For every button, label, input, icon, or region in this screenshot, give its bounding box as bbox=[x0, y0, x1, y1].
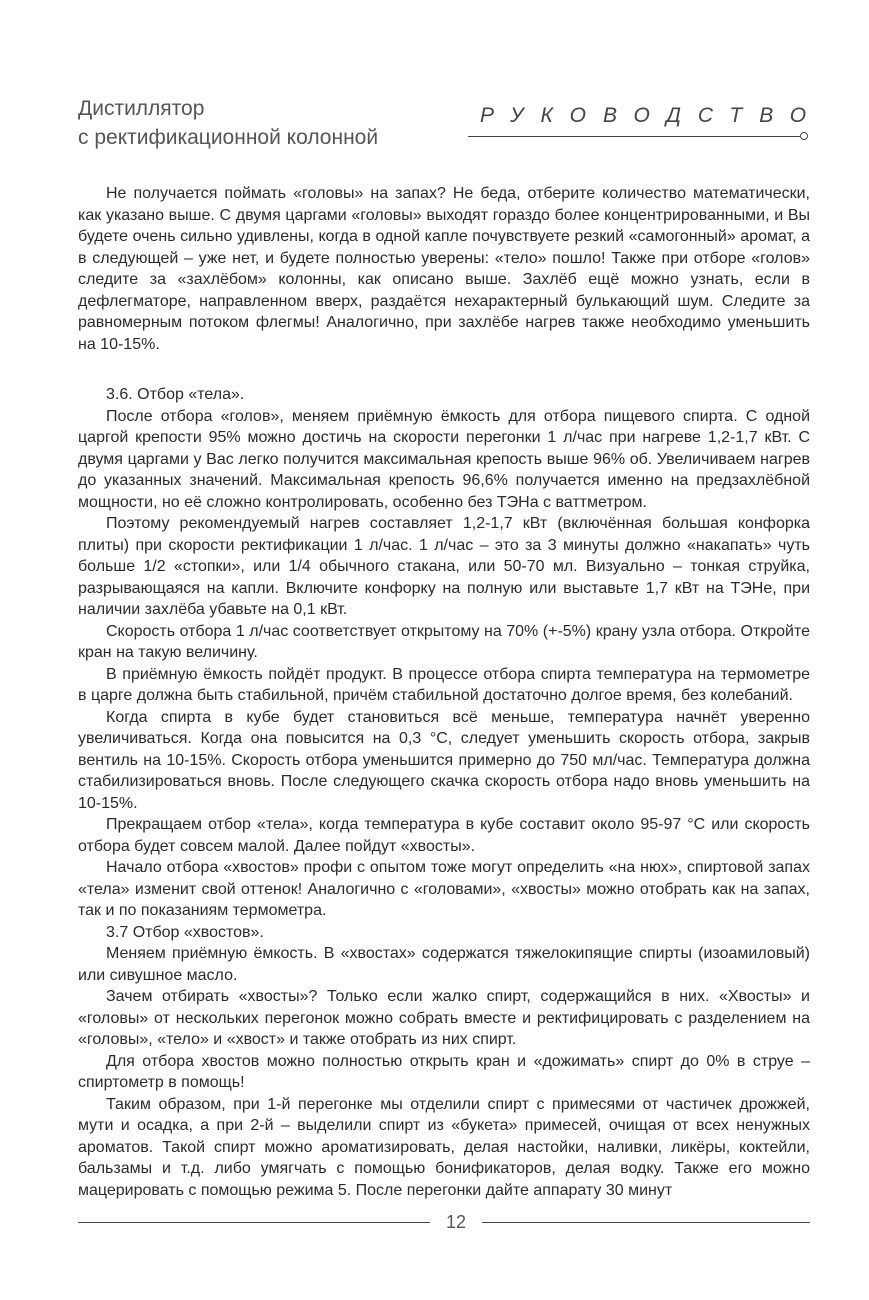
document-title bbox=[78, 94, 378, 152]
paragraph: Скорость отбора 1 л/час соответствует открытому на 70% (+-5%) крану узла отбора. Откройте кран на такую величину. bbox=[78, 622, 810, 661]
footer-rule-right bbox=[482, 1222, 810, 1223]
paragraph-intro: Не получается поймать «головы» на запах? Не беда, отберите количество математически, как указано выше. С двумя царгами «головы» выходят гораздо более концентрированными, и Вы будете очень сильно удивлены, когда в одной капле почувствуете резкий «самогонный» аромат, а в следующей – уже нет, и будете полностью уверены: «тело» пошло! Также при отборе «голов» следите за «захлёбом» колонны, как описано выше. Захлёб ещё можно узнать, если в дефлегматоре, направленном вверх, раздаётся нехарактерный булькающий шум. Следите за равномерным потоком флегмы! Аналогично, при захлёбе нагрев также необходимо уменьшить на 10-15%. bbox=[78, 185, 810, 353]
page-number: 12 bbox=[445, 1212, 467, 1232]
footer-rule-left bbox=[78, 1222, 430, 1223]
paragraph: Зачем отбирать «хвосты»? Только если жалко спирт, содержащийся в них. «Хвосты» и «головы» от нескольких перегонок можно собрать вместе и ректифицировать с разделением на «головы», «тело» и «хвост» и также отобрать из них спирт. bbox=[78, 988, 810, 1048]
section-heading-3-7: 3.7 Отбор «хвостов». bbox=[106, 923, 264, 941]
section-heading-3-6: 3.6. Отбор «тела». bbox=[106, 386, 245, 403]
paragraph: В приёмную ёмкость пойдёт продукт. В процессе отбора спирта температура на термометре в царге должна быть стабильной, причём стабильной достаточно долгое время, без колебаний. bbox=[78, 665, 810, 704]
paragraph: После отбора «голов», меняем приёмную ёмкость для отбора пищевого спирта. С одной царгой крепости 95% можно достичь на скорости перегонки 1 л/час при нагреве 1,2-1,7 кВт. С двумя царгами у Вас легко получится максимальная крепость выше 96% об. Увеличиваем нагрев до указанных значений. Максимальная крепость 96,6% получается именно на предзахлёбной мощности, но её сложно контролировать, особенно без ТЭНа с ваттметром. bbox=[78, 407, 810, 511]
paragraph: Когда спирта в кубе будет становиться всё меньше, температура начнёт уверенно увеличиваться. Когда она повысится на 0,3 °С, следует уменьшить скорость отбора, закрыв вентиль на 10-15%. Скорость отбора уменьшится примерно до 750 мл/час. Температура должна стабилизироваться вновь. После следующего скачка скорость отбора надо вновь уменьшить на 10-15%. bbox=[78, 708, 810, 812]
page-body bbox=[78, 183, 810, 1201]
paragraph: Для отбора хвостов можно полностью открыть кран и «дожимать» спирт до 0% в струе – спиртометр в помощь! bbox=[78, 1052, 810, 1091]
paragraph: Меняем приёмную ёмкость. В «хвостах» содержатся тяжелокипящие спирты (изоамиловый) или сивушное масло. bbox=[78, 945, 810, 984]
paragraph: Начало отбора «хвостов» профи с опытом тоже могут определить «на нюх», спиртовой запах «тела» изменит свой оттенок! Аналогично с «головами», «хвосты» можно отобрать как на запах, так и по показаниям термометра. bbox=[78, 859, 810, 919]
header-rule bbox=[468, 136, 800, 137]
header-rule-end-circle-icon bbox=[800, 132, 808, 140]
section-label: РУКОВОДСТВО bbox=[480, 104, 824, 127]
paragraph: Таким образом, при 1-й перегонке мы отделили спирт с примесями от частичек дрожжей, мути и осадка, а при 2-й – выделили спирт из «букета» примесей, очищая от всех ненужных ароматов. Такой спирт можно ароматизировать, делая настойки, наливки, ликёры, коктейли, бальзамы и т.д. либо умягчать с помощью бонификаторов, делая водку. Также его можно мацерировать с помощью режима 5. После перегонки дайте аппарату 30 минут bbox=[78, 1095, 810, 1199]
document-title-line-2: с ректификационной колонной bbox=[78, 126, 379, 149]
document-title-line-1: Дистиллятор bbox=[78, 97, 205, 120]
paragraph: Поэтому рекомендуемый нагрев составляет 1,2-1,7 кВт (включённая большая конфорка плиты) при скорости ректификации 1 л/час. 1 л/час – это за 3 минуты должно «накапать» чуть больше 1/2 «стопки», или 1/4 обычного стакана, или 50-70 мл. Визуально – тонкая струйка, разрывающаяся на капли. Включите конфорку на полную или выставьте 1,7 кВт на ТЭНе, при наличии захлёба убавьте на 0,1 кВт. bbox=[78, 515, 810, 618]
paragraph-spacer bbox=[78, 355, 810, 384]
section-label-block bbox=[468, 104, 824, 128]
paragraph: Прекращаем отбор «тела», когда температура в кубе составит около 95-97 °С или скорость отбора будет совсем малой. Далее пойдут «хвосты». bbox=[78, 816, 810, 855]
